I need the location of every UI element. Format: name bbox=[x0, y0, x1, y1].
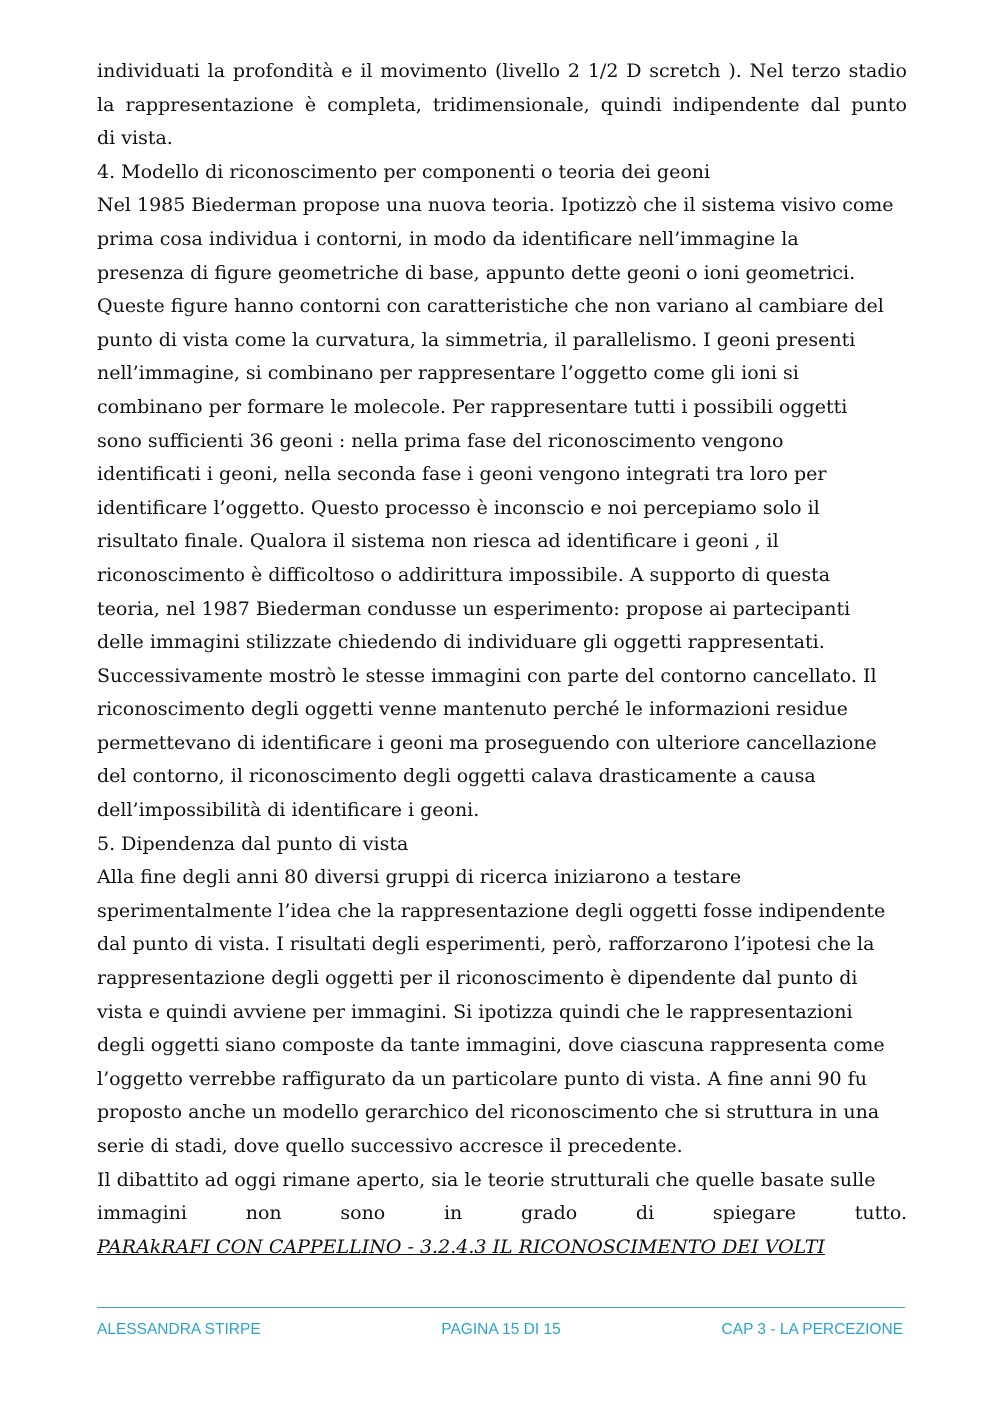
text-line: di vista. bbox=[97, 127, 173, 150]
text-line: l’oggetto verrebbe raffigurato da un particolare punto di vista. A fine anni 90 fu bbox=[97, 1067, 867, 1090]
text-line: presenza di figure geometriche di base, appunto dette geoni o ioni geometrici. bbox=[97, 261, 856, 284]
text-line: Alla fine degli anni 80 diversi gruppi di ricerca iniziarono a testare bbox=[97, 866, 742, 889]
text-line: Nel 1985 Biederman propose una nuova teoria. Ipotizzò che il sistema visivo come bbox=[97, 194, 894, 217]
footer-page-number: PAGINA 15 DI 15 bbox=[441, 1321, 561, 1338]
text-line: serie di stadi, dove quello successivo accresce il precedente. bbox=[97, 1135, 683, 1157]
section-heading-5: 5. Dipendenza dal punto di vista bbox=[97, 832, 409, 855]
text-line: Il dibattito ad oggi rimane aperto, sia le teorie strutturali che quelle basate sulle bbox=[97, 1168, 876, 1191]
text-line: rappresentazione degli oggetti per il riconoscimento è dipendente dal punto di bbox=[97, 967, 858, 990]
text-line: prima cosa individua i contorni, in modo da identificare nell’immagine la bbox=[97, 227, 799, 250]
text-line: Queste figure hanno contorni con caratteristiche che non variano al cambiare del bbox=[97, 295, 884, 318]
text-line: dal punto di vista. I risultati degli esperimenti, però, rafforzarono l’ipotesi che la bbox=[97, 933, 875, 956]
text-line: sono sufficienti 36 geoni : nella prima fase del riconoscimento vengono bbox=[97, 429, 784, 452]
text-line: riconoscimento degli oggetti venne mantenuto perché le informazioni residue bbox=[97, 698, 848, 721]
document-body bbox=[97, 55, 907, 1264]
text-line: permettevano di identificare i geoni ma proseguendo con ulteriore cancellazione bbox=[97, 731, 877, 754]
text-line: proposto anche un modello gerarchico del riconoscimento che si struttura in una bbox=[97, 1101, 880, 1124]
text-line: la rappresentazione è completa, tridimensionale, quindi indipendente dal punto bbox=[97, 93, 907, 116]
section-heading-4: 4. Modello di riconoscimento per componenti o teoria dei geoni bbox=[97, 160, 711, 183]
text-line: Successivamente mostrò le stesse immagini con parte del contorno cancellato. Il bbox=[97, 664, 877, 687]
page-footer bbox=[97, 1321, 905, 1341]
text-line: identificati i geoni, nella seconda fase i geoni vengono integrati tra loro per bbox=[97, 463, 827, 486]
text-line: combinano per formare le molecole. Per rappresentare tutti i possibili oggetti bbox=[97, 395, 848, 418]
text-line: immagini non sono in grado di spiegare tutto. bbox=[97, 1202, 907, 1225]
text-line: degli oggetti siano composte da tante immagini, dove ciascuna rappresenta come bbox=[97, 1034, 885, 1057]
text-line: individuati la profondità e il movimento (livello 2 1/2 D scretch ). Nel terzo stadio bbox=[97, 60, 907, 82]
footer-divider bbox=[97, 1307, 905, 1308]
cross-reference-link[interactable]: PARAkRAFI CON CAPPELLINO - 3.2.4.3 IL RICONOSCIMENTO DEI VOLTI bbox=[97, 1235, 825, 1258]
text-line: delle immagini stilizzate chiedendo di individuare gli oggetti rappresentati. bbox=[97, 631, 825, 654]
text-line: punto di vista come la curvatura, la simmetria, il parallelismo. I geoni presenti bbox=[97, 328, 856, 351]
text-line: del contorno, il riconoscimento degli oggetti calava drasticamente a causa bbox=[97, 765, 816, 788]
text-line: nell’immagine, si combinano per rappresentare l’oggetto come gli ioni si bbox=[97, 362, 799, 385]
text-line: vista e quindi avviene per immagini. Si ipotizza quindi che le rappresentazioni bbox=[97, 1000, 853, 1023]
text-line: identificare l’oggetto. Questo processo è inconscio e noi percepiamo solo il bbox=[97, 496, 820, 519]
text-line: teoria, nel 1987 Biederman condusse un esperimento: propose ai partecipanti bbox=[97, 597, 851, 620]
footer-author: ALESSANDRA STIRPE bbox=[97, 1321, 261, 1338]
footer-chapter: CAP 3 - LA PERCEZIONE bbox=[721, 1321, 903, 1338]
text-line: riconoscimento è difficoltoso o addirittura impossibile. A supporto di questa bbox=[97, 563, 831, 586]
text-line: dell’impossibilità di identificare i geoni. bbox=[97, 799, 480, 822]
text-line: risultato finale. Qualora il sistema non riesca ad identificare i geoni , il bbox=[97, 530, 779, 553]
text-line: sperimentalmente l’idea che la rappresentazione degli oggetti fosse indipendente bbox=[97, 899, 886, 922]
